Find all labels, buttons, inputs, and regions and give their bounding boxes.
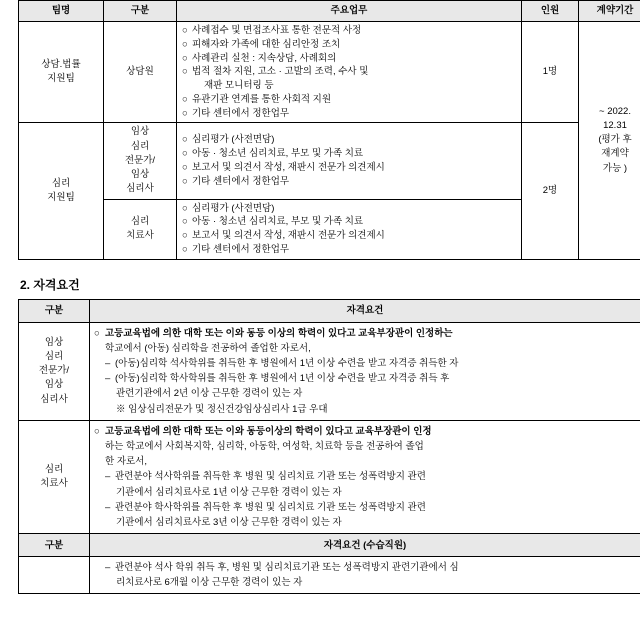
gubun-line: 전문가/ [124,154,156,166]
cell-duties-3 [177,199,522,259]
team-line: 심리 [51,177,71,189]
qual-gubun-line: 심리 [44,350,64,362]
period-line: 12.31 [603,119,627,131]
cell-duties-1 [177,22,522,123]
qual-line: 관련기관에서 2년 이상 근무한 경력이 있는 자 [116,388,303,400]
qual-gubun-line: 임상 [44,379,64,391]
qual-line: – 관련분야 석사 학위 취득 후, 병원 및 심리치료기관 또는 성폭력방지 관련기관에서 심 [105,562,459,574]
cell-duties-2 [177,123,522,199]
duty-item: ○ 사례관리 실천 : 지속상담, 사례회의 [182,52,337,64]
table-row [19,123,640,199]
qual-subheader-row [19,534,640,557]
qual-line: 기관에서 심리치료사로 3년 이상 근무한 경력이 있는 자 [116,516,342,528]
qual-row [19,557,640,594]
table-row [19,22,640,123]
duty-item: ○ 아동 · 청소년 심리치료, 부모 및 가족 치료 [182,148,364,160]
qual-cell-gubun-2 [19,420,90,533]
duties-table [18,0,640,260]
qual-row [19,420,640,533]
qual-gubun-line: 전문가/ [38,365,70,377]
period-line: 가능 ) [602,162,628,174]
header-team: 팀명 [19,1,104,22]
qual-line: – (아동)심리학 석사학위를 취득한 후 병원에서 1년 이상 수련을 받고 자격증 취득한 자 [105,358,459,370]
qual-cell-body-3 [90,557,640,594]
duty-item: ○ 심리평가 (사전면담) [182,202,275,214]
qual-line: 한 자로서, [105,456,147,468]
cell-gubun-3 [104,199,177,259]
qualifications-table [18,299,640,595]
qual-line: 리치료사로 6개월 이상 근무한 경력이 있는 자 [116,577,303,589]
qual-cell-gubun-3 [19,557,90,594]
qual-cell-body-1 [90,322,640,420]
duty-item: ○ 법적 절차 지원, 고소 · 고발의 조력, 수사 및 [182,66,369,78]
duty-item: ○ 아동 · 청소년 심리치료, 부모 및 가족 치료 [182,216,364,228]
duty-item: ○ 기타 센터에서 정한업무 [182,175,290,187]
header-duties: 주요업무 [177,1,522,22]
duty-item: ○ 보고서 및 의견서 작성, 재판시 전문가 의견제시 [182,161,385,173]
cell-gubun-1: 상담원 [104,22,177,123]
cell-period [579,22,640,260]
duty-item: ○ 유관기관 연계를 통한 사회적 지원 [182,93,332,105]
qual-subheader-gubun: 구분 [19,534,90,557]
gubun-line: 심리사 [126,183,154,195]
qual-line: – 관련분야 학사학위를 취득한 후 병원 및 심리치료 기관 또는 성폭력방지 관련 [105,501,426,513]
qual-header-gubun: 구분 [19,299,90,322]
period-line: 재계약 [601,148,629,160]
team-line: 상담.법률 [41,58,81,70]
duty-item: ○ 심리평가 (사전면담) [182,134,275,146]
header-gubun: 구분 [104,1,177,22]
cell-team-1 [19,22,104,123]
qual-line: ○ 고등교육법에 의한 대학 또는 이와 동등 이상의 학력이 있다고 교육부장관이 인정하는 [94,327,453,339]
section-title-qualifications: 2. 자격요건 [20,277,80,292]
qual-header-requirements: 자격요건 [90,299,640,322]
table-header-row [19,1,640,22]
header-period: 계약기간 [579,1,640,22]
period-line: (평가 후 [598,134,632,146]
gubun-line: 임상 [130,169,150,181]
qual-line: 학교에서 (아동) 심리학을 전공하여 졸업한 자로서, [105,342,311,354]
cell-team-2 [19,123,104,259]
qual-line: 하는 학교에서 사회복지학, 심리학, 아동학, 여성학, 치료학 등을 전공하여 졸업 [105,440,424,452]
gubun-line: 심리 [130,215,150,227]
qual-gubun-line: 임상 [44,336,64,348]
qual-row [19,322,640,420]
header-count: 인원 [522,1,579,22]
period-line: ~ 2022. [599,105,631,117]
cell-count-1: 1명 [522,22,579,123]
qual-gubun-line: 심리 [44,463,64,475]
qual-cell-body-2 [90,420,640,533]
team-line: 지원팀 [47,192,75,204]
qual-cell-gubun-1 [19,322,90,420]
qual-subheader-requirements: 자격요건 (수습직원) [90,534,640,557]
qual-line: – 관련분야 석사학위를 취득한 후 병원 및 심리치료 기관 또는 성폭력방지 관련 [105,471,426,483]
cell-gubun-2 [104,123,177,199]
duty-item: ○ 보고서 및 의견서 작성, 재판시 전문가 의견제시 [182,230,385,242]
duty-item: ○ 피해자와 가족에 대한 심리안정 조치 [182,38,341,50]
cell-count-2: 2명 [522,123,579,259]
gubun-line: 치료사 [126,230,154,242]
duty-item: ○ 사례접수 및 면접조사표 통한 전문적 사정 [182,25,362,36]
duty-item-cont: 재판 모니터링 등 [204,80,274,92]
qual-line: ○ 고등교육법에 의한 대학 또는 이와 동등이상의 학력이 있다고 교육부장관이 인정 [94,425,432,437]
duty-item: ○ 기타 센터에서 정한업무 [182,243,290,255]
qual-line: 기관에서 심리치료사로 1년 이상 근무한 경력이 있는 자 [116,486,342,498]
qual-line: ※ 임상심리전문가 및 정신건강임상심리사 1급 우대 [116,403,328,415]
qual-gubun-line: 치료사 [40,477,68,489]
duty-item: ○ 기타 센터에서 정한업무 [182,107,290,119]
gubun-line: 심리 [130,140,150,152]
qual-header-row [19,299,640,322]
qual-line: – (아동)심리학 학사학위를 취득한 후 병원에서 1년 이상 수련을 받고 자격증 취득 후 [105,373,450,385]
team-line: 지원팀 [47,73,75,85]
gubun-line: 임상 [130,126,150,138]
qual-gubun-line: 심리사 [40,393,68,405]
